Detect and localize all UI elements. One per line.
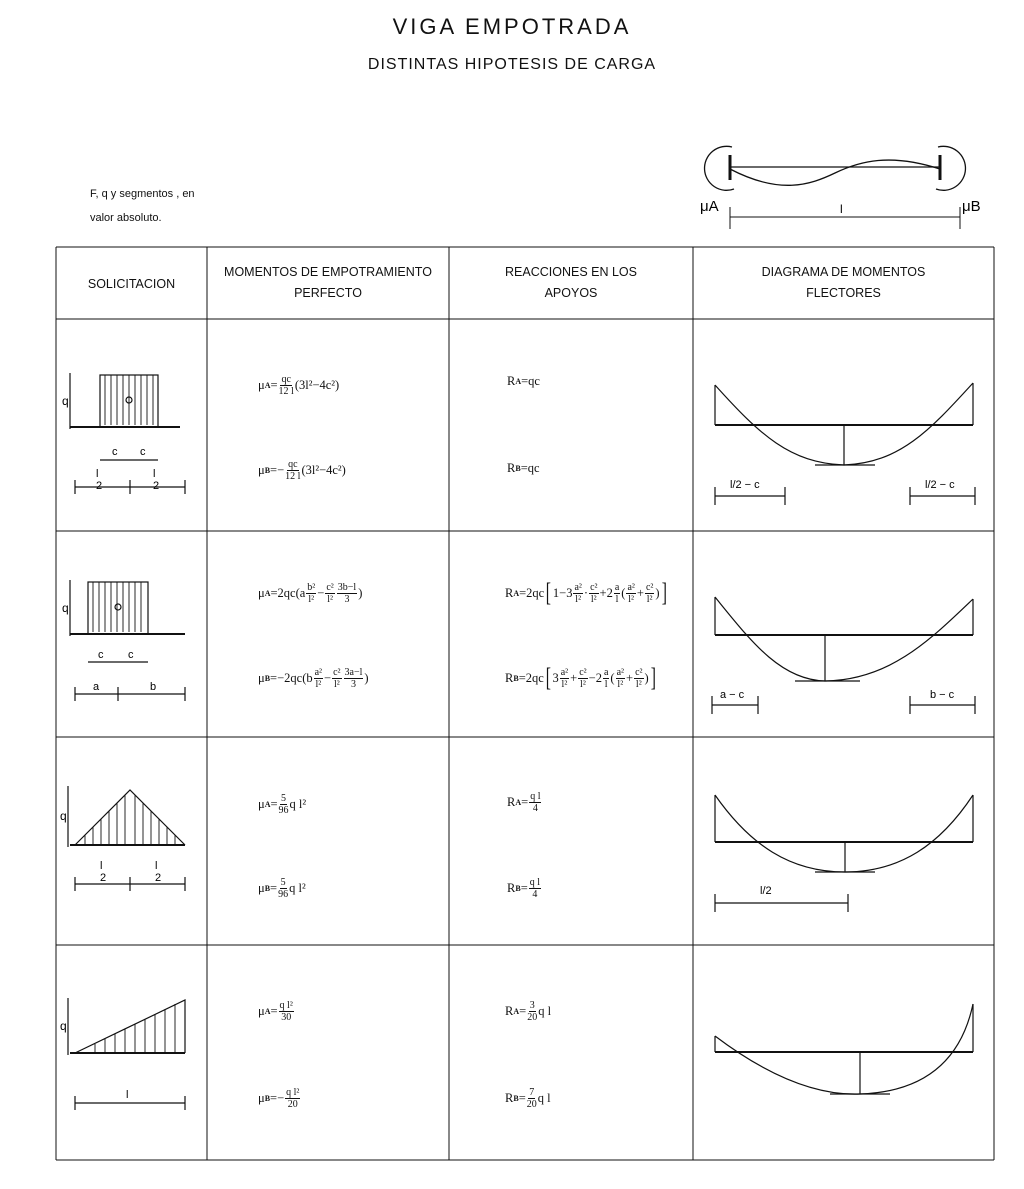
row1-RB-formula: R B =qc bbox=[507, 461, 540, 475]
row1-half-den-1: 2 bbox=[96, 480, 103, 492]
row4-RB-formula: R B = $\frac{7}{20}$ q l bbox=[505, 1087, 551, 1110]
row3-dim: l/2 bbox=[760, 885, 772, 897]
row3-half-den-2: 2 bbox=[155, 872, 162, 884]
page-title: VIGA EMPOTRADA bbox=[392, 14, 632, 39]
row4-muB-formula: μ B =− $\frac{\text{q l²}}{20}$ bbox=[258, 1087, 300, 1110]
row3-RA-formula: R A = $\frac{\text{q l}}{4}$ bbox=[507, 791, 541, 814]
row4-load-sketch bbox=[60, 990, 205, 1120]
note-line-2: valor absoluto. bbox=[90, 212, 162, 224]
row1-dim-right: l/2 − c bbox=[925, 479, 955, 491]
row1-moment-diagram bbox=[700, 375, 990, 515]
header-solicitacion: SOLICITACION bbox=[87, 277, 176, 291]
row1-half-den-2: 2 bbox=[153, 480, 160, 492]
row2-b-label: b bbox=[150, 681, 157, 693]
row1-c-label-2: c bbox=[140, 446, 146, 458]
row3-moment-diagram bbox=[700, 790, 990, 920]
header-diagrama: DIAGRAMA DE MOMENTOS FLECTORES bbox=[761, 265, 926, 300]
mu-a-label: μA bbox=[700, 198, 719, 215]
row1-dim-left: l/2 − c bbox=[730, 479, 760, 491]
row3-RB-formula: R B = $\frac{\text{q l}}{4}$ bbox=[507, 877, 541, 900]
row1-muB-formula: μ B =− $\frac{qc}{12 l}$ (3l²−4c²) bbox=[258, 459, 346, 482]
header-reacciones: REACCIONES EN LOS APOYOS bbox=[505, 265, 637, 300]
row3-half-2: l bbox=[155, 860, 158, 872]
row2-c-label-2: c bbox=[128, 649, 134, 661]
note-line-1: F, q y segmentos , en bbox=[90, 188, 195, 200]
row2-a-label: a bbox=[93, 681, 100, 693]
row3-q-label: q bbox=[60, 809, 67, 823]
row4-RA-formula: R A = $\frac{3}{20}$ q l bbox=[505, 1000, 552, 1023]
span-label: l bbox=[840, 202, 843, 216]
row3-half-1: l bbox=[100, 860, 103, 872]
row1-muA-formula: μ A = $\frac{qc}{12 l}$ (3l²−4c²) bbox=[258, 374, 340, 397]
row3-muB-formula: μ B = $\frac{5}{96}$ q l² bbox=[258, 877, 306, 900]
row2-dim-left: a − c bbox=[720, 689, 745, 701]
row2-muB-formula: μ B =−2qc(b a² l² − $\frac{\text{c²}}{\text{l²}}$ 3a−l 3 ) bbox=[258, 667, 369, 690]
row2-dim-right: b − c bbox=[930, 689, 955, 701]
row2-q-label: q bbox=[62, 601, 69, 615]
page-subtitle: DISTINTAS HIPOTESIS DE CARGA bbox=[367, 56, 657, 73]
row4-moment-diagram bbox=[700, 1000, 990, 1110]
row2-RB-formula: R B =2qc [ 3 a² l² + $\frac{\text{c²}}{\text{l²}}$ −2 a l ( a² l² + $\frac{\text{c²}}{\text{l²}}$ ) ] bbox=[505, 663, 656, 692]
row1-load-sketch bbox=[60, 365, 205, 505]
row2-muA-formula: μ A =2qc(a b² l² − $\frac{\text{c²}}{\text{l²}}$ 3b−l 3 ) bbox=[258, 582, 363, 605]
row3-muA-formula: μ A = $\frac{5}{96}$ q l² bbox=[258, 793, 307, 816]
row2-c-label-1: c bbox=[98, 649, 104, 661]
row4-q-label: q bbox=[60, 1019, 67, 1033]
row1-half-1: l bbox=[96, 468, 99, 480]
row1-RA-formula: R A =qc bbox=[507, 374, 540, 388]
row2-moment-diagram bbox=[700, 585, 990, 725]
row1-q-label: q bbox=[62, 394, 69, 408]
header-momentos: MOMENTOS DE EMPOTRAMIENTO PERFECTO bbox=[224, 265, 432, 300]
row4-l-label: l bbox=[126, 1089, 129, 1101]
row1-half-2: l bbox=[153, 468, 156, 480]
row3-load-sketch bbox=[60, 782, 205, 912]
row2-load-sketch bbox=[60, 572, 205, 712]
row4-muA-formula: μ A = $\frac{\text{q l²}}{30}$ bbox=[258, 1000, 293, 1023]
mu-b-label: μB bbox=[962, 198, 981, 215]
row1-c-label-1: c bbox=[112, 446, 118, 458]
row2-RA-formula: R A =2qc [ 1−3 a² l² · c² l² +2 a l ( a² l² + $\frac{\text{c²}}{\text{l²}}$ ) ] bbox=[505, 578, 667, 607]
row3-half-den-1: 2 bbox=[100, 872, 107, 884]
